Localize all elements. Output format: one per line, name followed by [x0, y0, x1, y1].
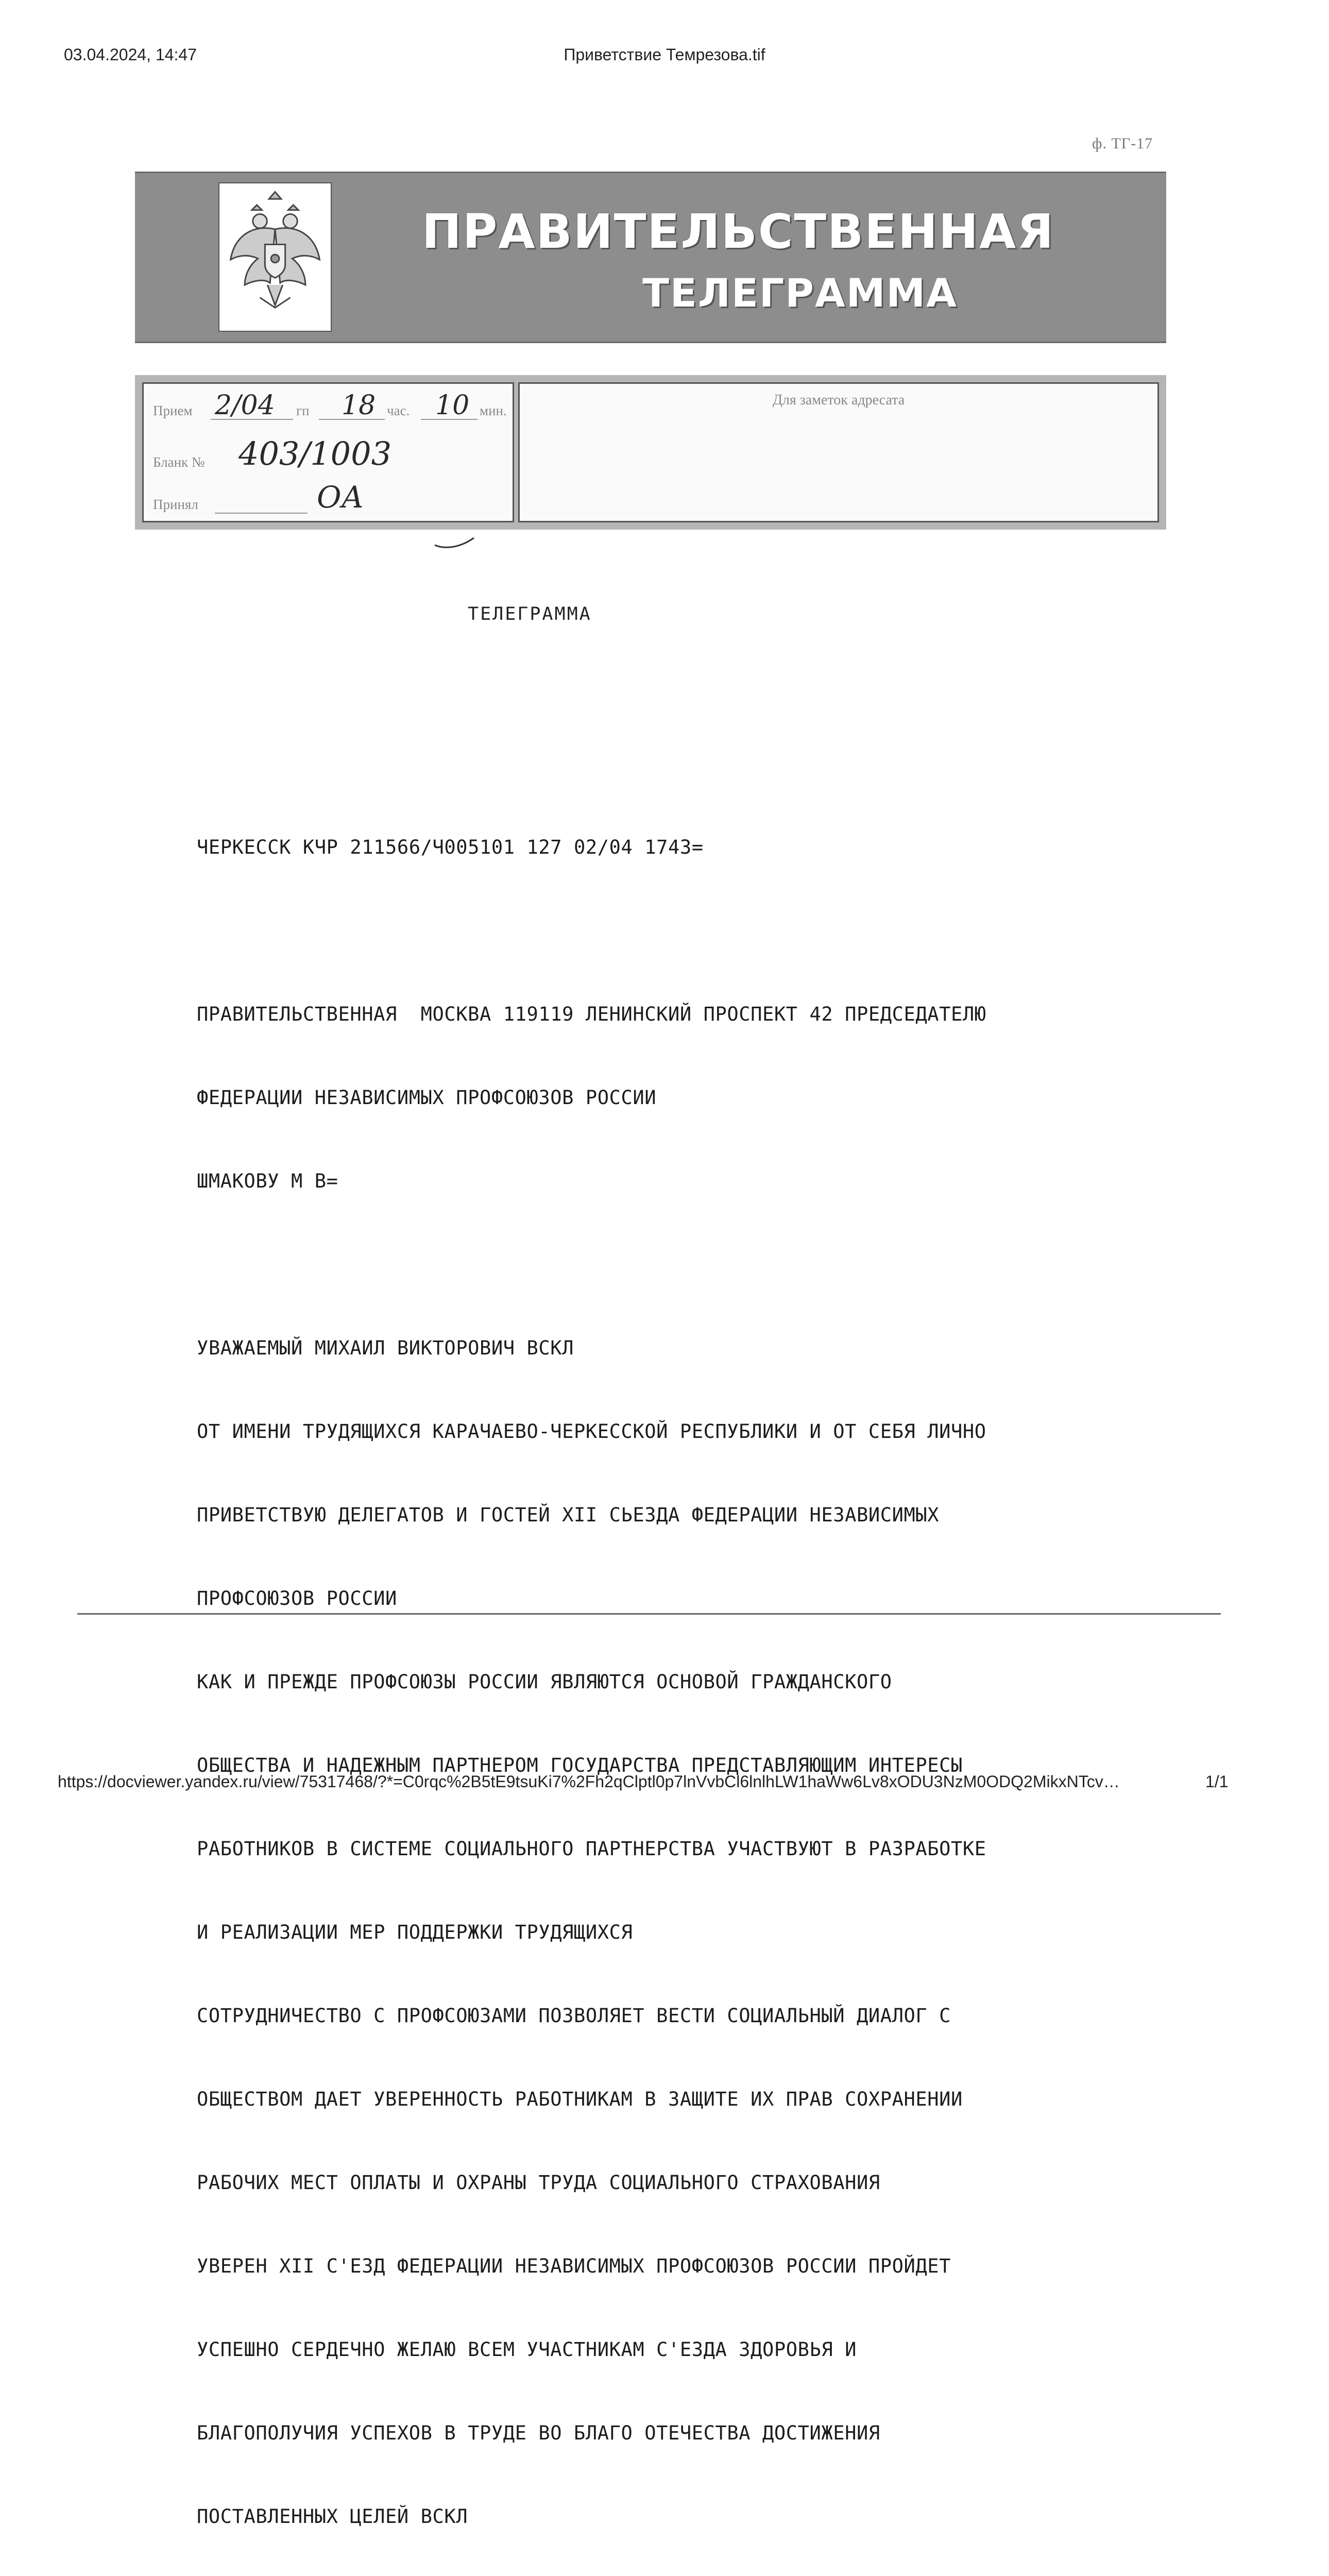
day-suffix: гп	[296, 403, 310, 418]
body-line: УВЕРЕН XII С'ЕЗД ФЕДЕРАЦИИ НЕЗАВИСИМЫХ ПРОФСОЮЗОВ РОССИИ ПРОЙДЕТ	[197, 2255, 951, 2277]
body-line: ПРИВЕТСТВУЮ ДЕЛЕГАТОВ И ГОСТЕЙ XII СЬЕЗДА ФЕДЕРАЦИИ НЕЗАВИСИМЫХ	[197, 1504, 940, 1526]
body-line: ПОСТАВЛЕННЫХ ЦЕЛЕЙ ВСКЛ	[197, 2505, 468, 2528]
body-line: ОБЩЕСТВОМ ДАЕТ УВЕРЕННОСТЬ РАБОТНИКАМ В ЗАЩИТЕ ИХ ПРАВ СОХРАНЕНИИ	[197, 2088, 963, 2110]
address-line: ПРАВИТЕЛЬСТВЕННАЯ МОСКВА 119119 ЛЕНИНСКИЙ ПРОСПЕКТ 42 ПРЕДСЕДАТЕЛЮ	[197, 1003, 986, 1025]
received-day: 2/04	[215, 390, 275, 421]
received-label: Прием	[153, 403, 193, 418]
received-min: 10	[435, 390, 470, 421]
form-code: ф. ТГ-17	[1092, 135, 1153, 152]
body-line: РАБОЧИХ МЕСТ ОПЛАТЫ И ОХРАНЫ ТРУДА СОЦИАЛЬНОГО СТРАХОВАНИЯ	[197, 2172, 880, 2194]
print-filename: Приветствие Темрезова.tif	[564, 45, 765, 64]
min-suffix: мин.	[480, 403, 507, 418]
body-line: КАК И ПРЕЖДЕ ПРОФСОЮЗЫ РОССИИ ЯВЛЯЮТСЯ ОСНОВОЙ ГРАЖДАНСКОГО	[197, 1671, 892, 1693]
body-line: УСПЕШНО СЕРДЕЧНО ЖЕЛАЮ ВСЕМ УЧАСТНИКАМ С'ЕЗДА ЗДОРОВЬЯ И	[197, 2338, 857, 2361]
addressee-notes	[518, 382, 1159, 522]
blank-label: Бланк №	[153, 454, 205, 470]
blank-row	[153, 437, 505, 473]
body-line: ОБЩЕСТВА И НАДЕЖНЫМ ПАРТНЕРОМ ГОСУДАРСТВА ПРЕДСТАВЛЯЮЩИМ ИНТЕРЕСЫ	[197, 1754, 963, 1776]
telegram-heading: ТЕЛЕГРАММА	[468, 604, 592, 624]
body-line: ПРОФСОЮЗОВ РОССИИ	[197, 1587, 397, 1609]
received-hour: 18	[342, 390, 376, 421]
print-datetime: 03.04.2024, 14:47	[64, 45, 197, 64]
hour-suffix: час.	[387, 403, 410, 418]
telegram-text	[197, 778, 986, 2576]
body-line: СОТРУДНИЧЕСТВО С ПРОФСОЮЗАМИ ПОЗВОЛЯЕТ ВЕСТИ СОЦИАЛЬНЫЙ ДИАЛОГ С	[197, 2005, 951, 2027]
body-line: И РЕАЛИЗАЦИИ МЕР ПОДДЕРЖКИ ТРУДЯЩИХСЯ	[197, 1921, 633, 1943]
blank-number: 403/1003	[238, 435, 392, 472]
address-line: ФЕДЕРАЦИИ НЕЗАВИСИМЫХ ПРОФСОЮЗОВ РОССИИ	[197, 1087, 657, 1109]
body-line: БЛАГОПОЛУЧИЯ УСПЕХОВ В ТРУДЕ ВО БЛАГО ОТЕЧЕСТВА ДОСТИЖЕНИЯ	[197, 2422, 880, 2444]
print-page-number: 1/1	[1205, 1772, 1229, 1791]
accepted-label: Принял	[153, 497, 198, 512]
telegram-header-line: ЧЕРКЕССК КЧР 211566/Ч005101 127 02/04 1743=	[197, 836, 704, 858]
body-line: ОТ ИМЕНИ ТРУДЯЩИХСЯ КАРАЧАЕВО-ЧЕРКЕССКОЙ РЕСПУБЛИКИ И ОТ СЕБЯ ЛИЧНО	[197, 1420, 986, 1443]
receipt-section	[135, 375, 1166, 530]
accepted-row	[153, 480, 505, 516]
received-row	[153, 391, 505, 422]
government-telegram-banner	[135, 172, 1166, 343]
print-url: https://docviewer.yandex.ru/view/75317468/?*=C0rqc%2B5tE9tsuKi7%2Fh2qClptl0p7lnVvbCl6lnlhLW1haWw6Lv8xODU3NzM0ODQ2MikxNTcv…	[58, 1772, 1120, 1791]
bottom-divider	[77, 1613, 1221, 1615]
address-line: ШМАКОВУ М В=	[197, 1170, 338, 1192]
body-line: РАБОТНИКОВ В СИСТЕМЕ СОЦИАЛЬНОГО ПАРТНЕРСТВА УЧАСТВУЮТ В РАЗРАБОТКЕ	[197, 1838, 986, 1860]
signature-stroke	[434, 535, 475, 549]
banner-subtitle: ТЕЛЕГРАММА	[642, 270, 958, 316]
body-line: УВАЖАЕМЫЙ МИХАИЛ ВИКТОРОВИЧ ВСКЛ	[197, 1337, 574, 1359]
accepted-by: ОА	[317, 480, 364, 515]
notes-label: Для заметок адресата	[772, 392, 905, 408]
banner-title: ПРАВИТЕЛЬСТВЕННАЯ	[421, 204, 1055, 259]
receipt-fields	[142, 382, 514, 522]
russian-coat-of-arms-icon	[218, 182, 332, 332]
